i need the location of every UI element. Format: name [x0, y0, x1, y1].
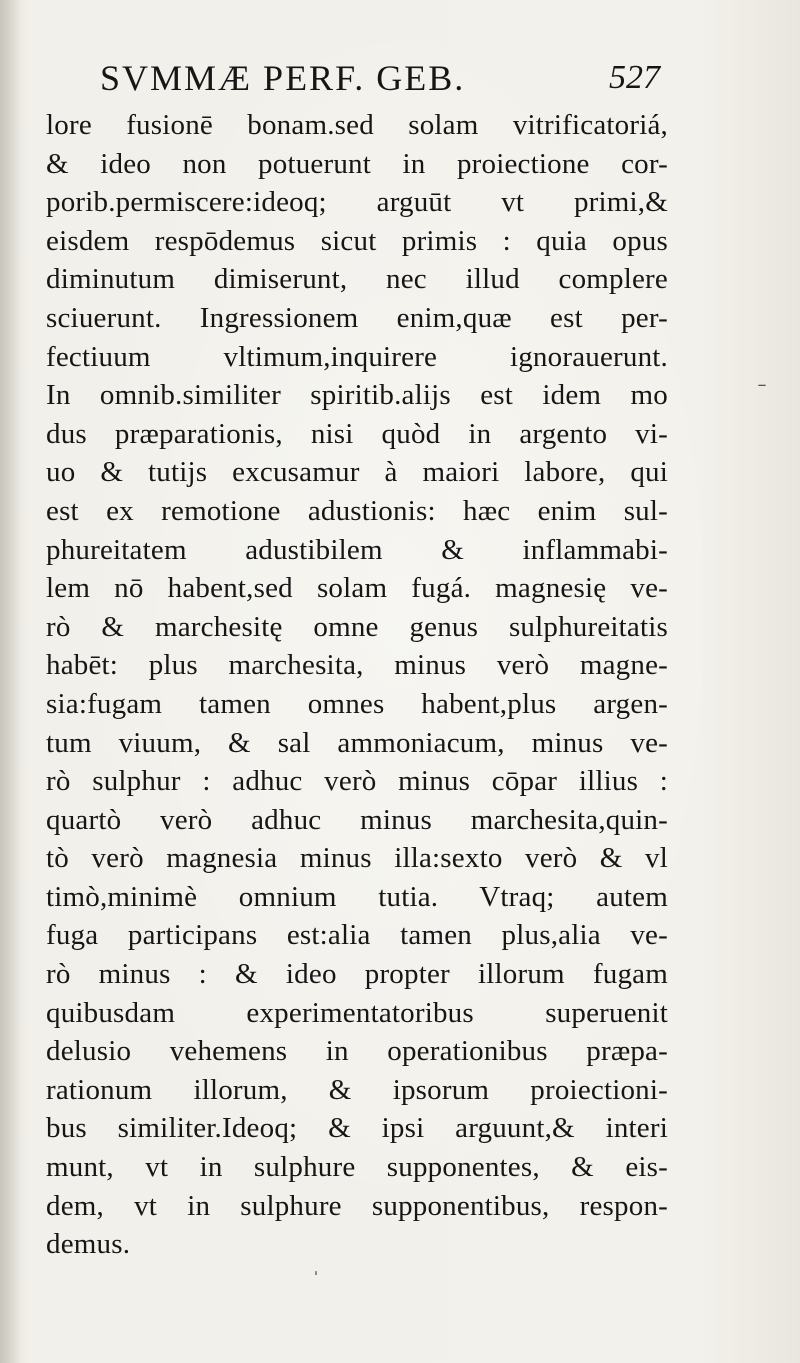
- text-line: lem nō habent,sed solam fugá. magnesię ve-: [46, 572, 668, 605]
- body-text: [46, 106, 668, 1264]
- page-header: [100, 56, 660, 100]
- page-number: 527: [609, 59, 660, 96]
- text-line: rationum illorum, & ipsorum proiectioni-: [46, 1073, 668, 1106]
- ink-speck: ˈ: [312, 1268, 320, 1294]
- text-line: In omnib.similiter spiritib.alijs est idem mo: [46, 379, 668, 412]
- text-line: est ex remotione adustionis: hæc enim sul-: [46, 494, 668, 527]
- text-line: quartò verò adhuc minus marchesita,quin-: [46, 803, 668, 836]
- text-line: & ideo non potuerunt in proiectione cor-: [46, 147, 668, 180]
- text-line: bus similiter.Ideoq; & ipsi arguunt,& interi: [46, 1112, 668, 1145]
- text-line: tò verò magnesia minus illa:sexto verò & vl: [46, 842, 668, 875]
- text-line-last: demus.: [46, 1228, 131, 1261]
- text-line: munt, vt in sulphure supponentes, & eis-: [46, 1151, 668, 1184]
- gutter-shadow: [0, 0, 22, 1363]
- text-line: diminutum dimiserunt, nec illud complere: [46, 263, 668, 296]
- text-line: quibusdam experimentatoribus superuenit: [46, 996, 668, 1029]
- text-line: rò minus : & ideo propter illorum fugam: [46, 958, 668, 991]
- text-line: dem, vt in sulphure supponentibus, respon-: [46, 1189, 668, 1222]
- text-line: timò,minimè omnium tutia. Vtraq; autem: [46, 880, 668, 913]
- text-line: delusio vehemens in operationibus præpa-: [46, 1035, 668, 1068]
- text-line: dus præparationis, nisi quòd in argento vi-: [46, 417, 668, 450]
- text-line: uo & tutijs excusamur à maiori labore, qui: [46, 456, 668, 489]
- text-line: rò sulphur : adhuc verò minus cōpar illius :: [46, 765, 668, 798]
- text-line: phureitatem adustibilem & inflammabi-: [46, 533, 668, 566]
- text-line: fuga participans est:alia tamen plus,alia ve-: [46, 919, 668, 952]
- text-line: fectiuum vltimum,inquirere ignorauerunt.: [46, 340, 668, 373]
- ink-speck: ˗: [758, 370, 766, 396]
- text-line: tum viuum, & sal ammoniacum, minus ve-: [46, 726, 668, 759]
- text-line: rò & marchesitę omne genus sulphureitatis: [46, 610, 668, 643]
- text-line: porib.permiscere:ideoq; arguūt vt primi,&: [46, 186, 668, 219]
- text-line: sia:fugam tamen omnes habent,plus argen-: [46, 687, 668, 720]
- text-line: habēt: plus marchesita, minus verò magne-: [46, 649, 668, 682]
- text-line: lore fusionē bonam.sed solam vitrificatoriá,: [46, 109, 668, 141]
- text-line: eisdem respōdemus sicut primis : quia opus: [46, 224, 668, 257]
- running-title: SVMMÆ PERF. GEB.: [100, 58, 466, 98]
- text-line: sciuerunt. Ingressionem enim,quæ est per-: [46, 301, 668, 334]
